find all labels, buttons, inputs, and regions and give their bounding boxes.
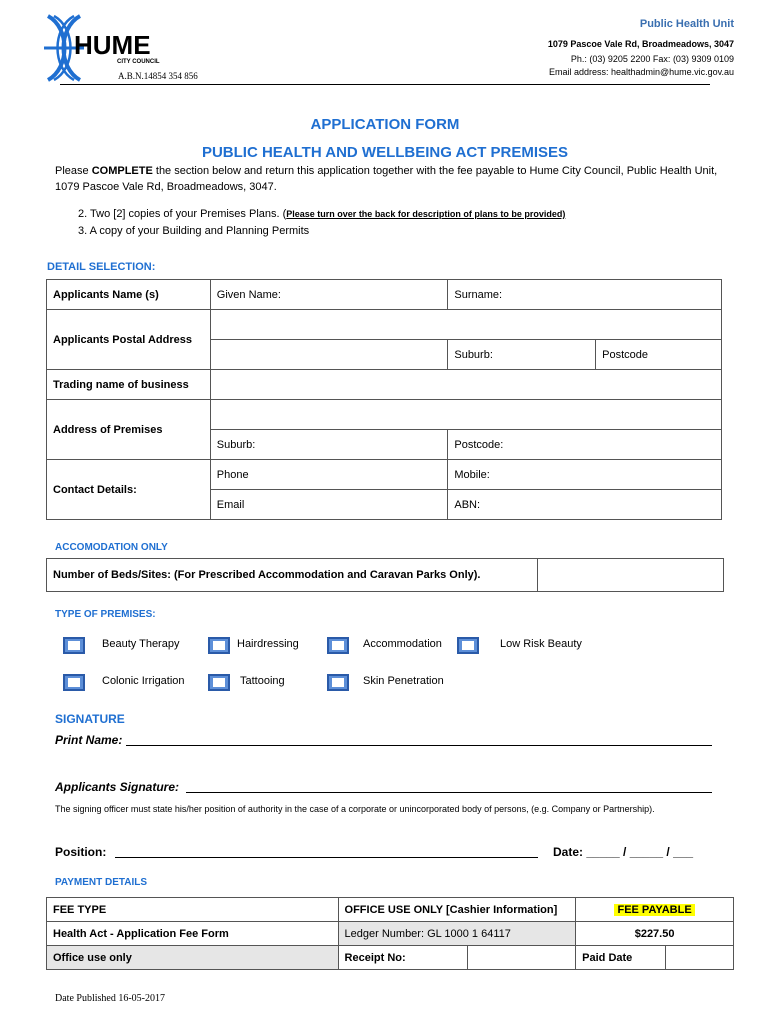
hairdressing-checkbox[interactable] xyxy=(208,637,230,654)
tattooing-checkbox[interactable] xyxy=(208,674,230,691)
email-field[interactable]: Email xyxy=(210,490,448,520)
signing-officer-note: The signing officer must state his/her position of authority in the case of a corporate or unincorporated body of persons, (e.g. Company or Partnership). xyxy=(55,804,655,814)
unit-phone-fax: Ph.: (03) 9205 2200 Fax: (03) 9309 0109 xyxy=(570,54,734,64)
header-divider xyxy=(60,84,710,85)
receipt-label: Receipt No: xyxy=(338,946,468,970)
print-name-field[interactable] xyxy=(126,745,712,746)
detail-table xyxy=(46,279,722,520)
date-field[interactable]: Date: _____ / _____ / ___ xyxy=(553,845,694,859)
beds-label: Number of Beds/Sites: (For Prescribed Accommodation and Caravan Parks Only). xyxy=(47,559,538,592)
fee-amount: $227.50 xyxy=(576,922,734,946)
skin-penetration-checkbox[interactable] xyxy=(327,674,349,691)
list-item-plans-note: Please turn over the back for description of plans to be provided) xyxy=(286,209,566,219)
accommodation-heading: ACCOMODATION ONLY xyxy=(55,542,168,553)
applicant-name-label: Applicants Name (s) xyxy=(47,280,211,310)
date-published: Date Published 16-05-2017 xyxy=(55,993,165,1004)
premises-suburb-field[interactable]: Suburb: xyxy=(210,430,448,460)
payment-table xyxy=(46,897,734,970)
skin-penetration-label: Skin Penetration xyxy=(363,675,444,687)
postal-address-line2[interactable] xyxy=(210,340,448,370)
colonic-irrigation-checkbox[interactable] xyxy=(63,674,85,691)
payment-heading: PAYMENT DETAILS xyxy=(55,877,148,888)
office-use-only: Office use only xyxy=(47,946,339,970)
receipt-field[interactable] xyxy=(468,946,576,970)
form-subtitle: PUBLIC HEALTH AND WELLBEING ACT PREMISES xyxy=(201,144,569,161)
abn-field[interactable]: ABN: xyxy=(448,490,722,520)
intro-post: the section below and return this application together with the fee payable to Hume City Council, Public Health Unit, 1079 Pascoe Vale Rd, Broadmeadows, 3047. xyxy=(55,165,718,193)
form-title: APPLICATION FORM xyxy=(310,116,460,133)
colonic-irrigation-label: Colonic Irrigation xyxy=(102,675,185,687)
intro-bold: COMPLETE xyxy=(91,165,153,177)
logo-subtitle: CITY COUNCIL xyxy=(117,59,160,65)
low-risk-beauty-checkbox[interactable] xyxy=(457,637,479,654)
detail-heading: DETAIL SELECTION: xyxy=(47,261,156,273)
list-item-permits: 3. A copy of your Building and Planning Permits xyxy=(78,225,310,237)
print-name-text: Print Name xyxy=(55,733,119,747)
premises-heading: TYPE OF PREMISES: xyxy=(55,609,156,620)
postal-address-field[interactable] xyxy=(210,310,721,340)
accommodation-table xyxy=(46,558,724,592)
beauty-therapy-label: Beauty Therapy xyxy=(102,638,180,650)
signature-heading: SIGNATURE xyxy=(55,712,125,726)
hairdressing-label: Hairdressing xyxy=(237,638,299,650)
logo-name: HUME xyxy=(74,30,151,60)
given-name-field[interactable]: Given Name: xyxy=(210,280,448,310)
fee-type-header: FEE TYPE xyxy=(47,898,339,922)
phone-field[interactable]: Phone xyxy=(210,460,448,490)
tattooing-label: Tattooing xyxy=(240,675,285,687)
unit-name: Public Health Unit xyxy=(639,18,734,30)
position-label: Position: xyxy=(55,845,107,859)
list-item-plans xyxy=(78,208,565,220)
beds-field[interactable] xyxy=(538,559,724,592)
list-item-plans-text: 2. Two [2] copies of your Premises Plans. ( xyxy=(78,208,287,220)
applicant-signature-text: Applicants Signature xyxy=(55,780,176,794)
low-risk-beauty-label: Low Risk Beauty xyxy=(500,638,582,650)
postal-suburb-field[interactable]: Suburb: xyxy=(448,340,596,370)
intro-pre: Please xyxy=(55,165,92,177)
fee-payable-text: FEE PAYABLE xyxy=(614,904,694,916)
surname-field[interactable]: Surname: xyxy=(448,280,722,310)
health-act-fee: Health Act - Application Fee Form xyxy=(47,922,339,946)
contact-label: Contact Details: xyxy=(47,460,211,520)
unit-address: 1079 Pascoe Vale Rd, Broadmeadows, 3047 xyxy=(547,39,734,49)
beauty-therapy-checkbox[interactable] xyxy=(63,637,85,654)
premises-address-field[interactable] xyxy=(210,400,721,430)
applicant-signature-field[interactable] xyxy=(186,792,712,793)
abn-number: A.B.N.14854 354 856 xyxy=(118,71,198,81)
trading-name-label: Trading name of business xyxy=(47,370,211,400)
postal-address-label: Applicants Postal Address xyxy=(47,310,211,370)
accommodation-checkbox[interactable] xyxy=(327,637,349,654)
unit-email: Email address: healthadmin@hume.vic.gov.au xyxy=(548,67,734,77)
paid-date-label: Paid Date xyxy=(576,946,666,970)
fee-payable-header xyxy=(576,898,734,922)
paid-date-field[interactable] xyxy=(666,946,734,970)
mobile-field[interactable]: Mobile: xyxy=(448,460,722,490)
trading-name-field[interactable] xyxy=(210,370,721,400)
applicant-signature-label: Applicants Signature: xyxy=(55,780,180,794)
position-field[interactable] xyxy=(115,857,538,858)
postal-postcode-field[interactable]: Postcode xyxy=(596,340,722,370)
premises-postcode-field[interactable]: Postcode: xyxy=(448,430,722,460)
office-use-header: OFFICE USE ONLY [Cashier Information] xyxy=(338,898,576,922)
print-name-label: Print Name: xyxy=(55,733,123,747)
premises-address-label: Address of Premises xyxy=(47,400,211,460)
ledger-number: Ledger Number: GL 1000 1 64117 xyxy=(338,922,576,946)
accommodation-label: Accommodation xyxy=(363,638,442,650)
intro-paragraph xyxy=(55,163,725,195)
